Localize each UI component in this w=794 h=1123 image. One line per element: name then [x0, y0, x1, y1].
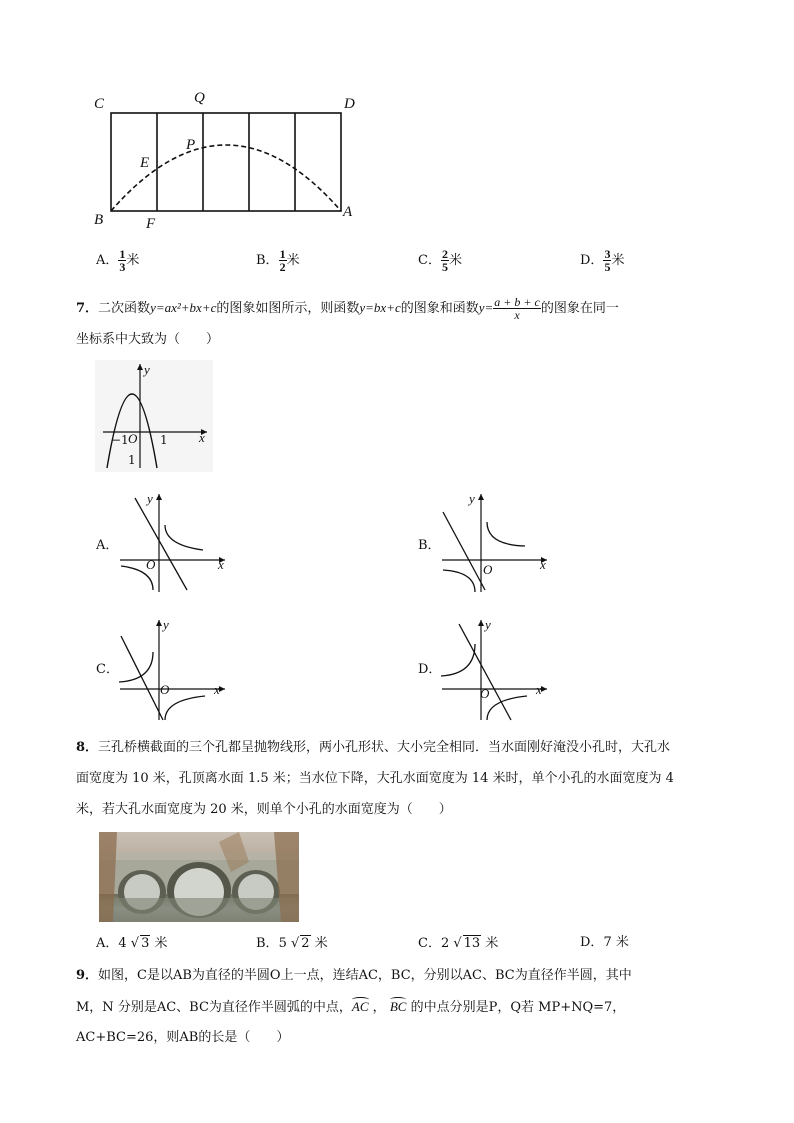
- label-a: A: [343, 204, 353, 220]
- q8-option-d[interactable]: [580, 935, 629, 951]
- unit: 米: [286, 253, 300, 268]
- q8-option-b[interactable]: B．5 √ 2 米: [256, 936, 328, 951]
- origin-label: O: [483, 562, 493, 577]
- question-number: 7．: [76, 301, 99, 316]
- hyperbola-branch-upper: [487, 522, 525, 546]
- axis-x-label: x: [540, 557, 546, 572]
- numerator: a + b + c: [494, 295, 540, 309]
- axis-y-label: y: [469, 491, 475, 506]
- q9-stem-line3: AC+BC=26，则AB的长是（ ）: [76, 1030, 290, 1045]
- line-graph: [459, 624, 511, 720]
- radicand: 2: [301, 936, 310, 951]
- hyperbola-branch-upper: [165, 525, 203, 550]
- q7-option-b-letter[interactable]: B．: [418, 538, 441, 553]
- option-letter: D．: [580, 935, 604, 950]
- axis-y-label: y: [147, 491, 153, 506]
- line-graph: [443, 512, 485, 590]
- formula-reciprocal-lhs: y=: [478, 300, 494, 315]
- q9-stem-line2: [76, 999, 625, 1016]
- q7-option-a-letter[interactable]: A．: [96, 538, 119, 553]
- coefficient: 5: [278, 936, 287, 951]
- option-letter: C．: [418, 936, 441, 951]
- denominator: 5: [604, 260, 611, 274]
- q7-option-a-graph[interactable]: [115, 490, 230, 595]
- radicand: 3: [141, 936, 150, 951]
- hyperbola-branch-lower: [165, 696, 205, 720]
- q8-option-a[interactable]: A．4 √ 3 米: [96, 936, 168, 951]
- formula-linear: y=bx+c: [359, 300, 401, 315]
- tick-minus-one: −1: [111, 433, 129, 447]
- q8-option-c[interactable]: C．2 √ 13 米: [418, 936, 499, 951]
- arc-bc: BC: [389, 999, 407, 1014]
- q7-option-d-graph[interactable]: [437, 616, 552, 721]
- label-c: C: [94, 96, 105, 112]
- arc-ac: AC: [351, 999, 369, 1014]
- q8-stem-line3: 米，若大孔水面宽度为 20 米，则单个小孔的水面宽度为（ ）: [76, 802, 452, 817]
- label-d: D: [344, 96, 355, 112]
- numerator: 3: [604, 247, 611, 261]
- rectangle-parabola-figure: [85, 85, 375, 235]
- radicand: 13: [463, 936, 481, 951]
- q6-option-c[interactable]: [418, 248, 462, 273]
- origin-label: O: [160, 682, 170, 697]
- q9-stem-line1: [76, 968, 632, 984]
- axis-x-label: x: [214, 682, 220, 697]
- formula-quadratic: y=ax²+bx+c: [150, 300, 217, 315]
- origin-label: O: [480, 686, 490, 701]
- numerator: 2: [441, 247, 448, 261]
- origin-label: O: [146, 557, 156, 572]
- q8-stem-line1: [76, 740, 670, 756]
- question-number: 8．: [76, 740, 99, 755]
- axis-x-label: x: [199, 430, 205, 445]
- unit: 米: [126, 253, 140, 268]
- three-arch-bridge-photo: [99, 832, 299, 922]
- tick-y-one: 1: [128, 453, 136, 467]
- denominator: 5: [441, 260, 448, 274]
- numerator: 1: [119, 247, 126, 261]
- label-q: Q: [194, 90, 205, 106]
- q7-option-c-graph[interactable]: [115, 616, 230, 721]
- fraction: [441, 248, 449, 273]
- denominator: x: [514, 308, 520, 322]
- axis-y-label: y: [163, 617, 169, 632]
- q7-option-d-letter[interactable]: D．: [418, 662, 442, 677]
- hyperbola-branch-lower: [443, 570, 475, 592]
- q7-stem-line2: 坐标系中大致为（ ）: [76, 332, 220, 347]
- q6-option-a[interactable]: [96, 248, 139, 273]
- formula-reciprocal-fraction: [493, 296, 541, 321]
- axis-y-label: y: [144, 362, 150, 377]
- unit: 米: [485, 936, 499, 951]
- stem-text: 的图象在同一: [540, 301, 619, 316]
- unit: 米: [448, 253, 462, 268]
- numerator: 1: [279, 247, 286, 261]
- stem-text: 的图象如图所示，则函数: [216, 301, 360, 316]
- tick-one: 1: [160, 433, 168, 447]
- fraction: [279, 248, 287, 273]
- label-p: P: [186, 137, 196, 153]
- stem-text: 如图，C是以AB为直径的半圆O上一点，连结AC，BC，分别以AC、BC为直径作半圆，其中: [98, 968, 632, 983]
- q7-stem-line1: [76, 296, 619, 321]
- coefficient: 4: [118, 936, 127, 951]
- axis-x-label: x: [536, 682, 542, 697]
- coefficient: 2: [440, 936, 450, 951]
- stem-text: M，N 分别是AC、BC为直径作半圆弧的中点，: [76, 1000, 352, 1015]
- q7-option-b-graph[interactable]: [437, 490, 552, 595]
- option-letter: B．: [256, 253, 279, 268]
- option-letter: C．: [418, 253, 441, 268]
- unit: 米: [611, 253, 625, 268]
- option-letter: A．: [96, 936, 119, 951]
- q7-option-c-letter[interactable]: C．: [96, 662, 119, 677]
- unit: 米: [154, 936, 168, 951]
- unit: 米: [314, 936, 328, 951]
- origin-label: O: [128, 431, 138, 446]
- q6-option-b[interactable]: [256, 248, 300, 273]
- stem-text: 的中点分别是P，Q若 MP+NQ=7，: [410, 1000, 626, 1015]
- question-number: 9．: [76, 968, 99, 983]
- q6-option-d[interactable]: [580, 248, 624, 273]
- stem-text: 的图象和函数: [400, 301, 479, 316]
- label-b: B: [94, 212, 104, 228]
- q8-stem-line2: 面宽度为 10 米，孔顶离水面 1.5 米；当水位下降，大孔水面宽度为 14 米时，单个小孔的水面宽度为 4: [76, 771, 674, 786]
- line-graph: [121, 636, 163, 720]
- hyperbola-branch-lower: [487, 696, 527, 720]
- stem-text: 二次函数: [98, 301, 151, 316]
- label-e: E: [140, 155, 150, 171]
- option-letter: D．: [580, 253, 604, 268]
- label-f: F: [146, 216, 156, 232]
- option-letter: B．: [256, 936, 279, 951]
- q7-quadratic-graph: [95, 360, 213, 472]
- separator: ，: [372, 1000, 386, 1015]
- denominator: 3: [119, 260, 126, 274]
- stem-text: 三孔桥横截面的三个孔都呈抛物线形，两小孔形状、大小完全相同．当水面刚好淹没小孔时，大孔水: [98, 740, 671, 755]
- axis-x-label: x: [218, 557, 224, 572]
- option-letter: A．: [96, 253, 119, 268]
- axis-y-label: y: [485, 617, 491, 632]
- hyperbola-branch-upper: [441, 644, 475, 676]
- denominator: 2: [279, 260, 286, 274]
- option-text: 7 米: [603, 935, 629, 950]
